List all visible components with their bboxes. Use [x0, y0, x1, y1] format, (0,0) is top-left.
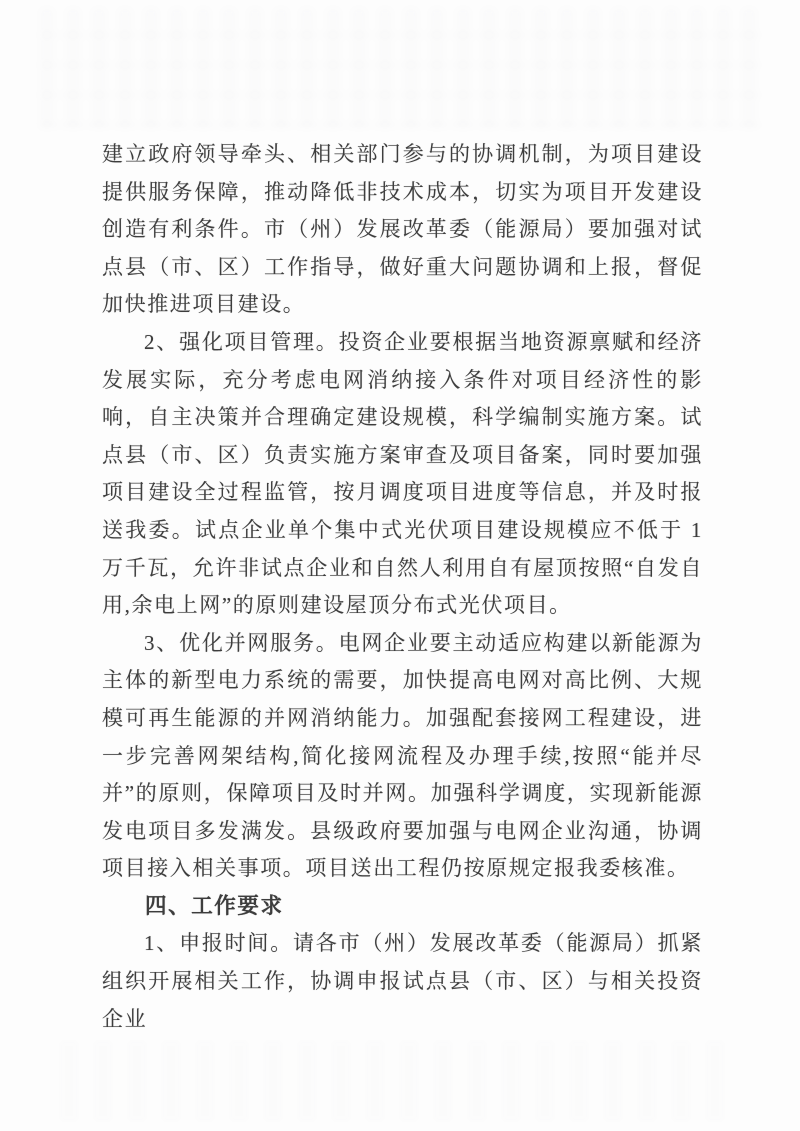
section-heading-work-requirements: 四、工作要求	[145, 893, 284, 918]
paragraph-strengthen-project-management: 2、强化项目管理。投资企业要根据当地资源禀赋和经济发展实际，充分考虑电网消纳接入条件对项目经济性的影响，自主决策并合理确定建设规模，科学编制实施方案。试点县（市、区）负责实施方案审查及项目备案，同时要加强项目建设全过程监管，按月调度项目进度等信息，并及时报送我委。试点企业单个集中式光伏项目建设规模应不低于 1 万千瓦，允许非试点企业和自然人利用自有屋顶按照“自发自用,余电上网”的原则建设屋顶分布式光伏项目。	[102, 329, 703, 618]
paragraph-coordination-mechanism: 建立政府领导牵头、相关部门参与的协调机制，为项目建设提供服务保障，推动降低非技术成本，切实为项目开发建设创造有利条件。市（州）发展改革委（能源局）要加强对试点县（市、区）工作指导，做好重大问题协调和上报，督促加快推进项目建设。	[102, 142, 703, 317]
scan-bleed-through-bottom	[60, 1041, 740, 1121]
paragraph-optimize-grid-connection: 3、优化并网服务。电网企业要主动适应构建以新能源为主体的新型电力系统的需要，加快提高电网对高比例、大规模可再生能源的并网消纳能力。加强配套接网工程建设，进一步完善网架结构,简化接网流程及办理手续,按照“能并尽并”的原则，保障项目及时并网。加强科学调度，实现新能源发电项目多发满发。县级政府要加强与电网企业沟通，协调项目接入相关事项。项目送出工程仍按原规定报我委核准。	[102, 630, 703, 881]
paragraph-application-time: 1、申报时间。请各市（州）发展改革委（能源局）抓紧组织开展相关工作，协调申报试点县（市、区）与相关投资企业	[102, 931, 703, 1031]
